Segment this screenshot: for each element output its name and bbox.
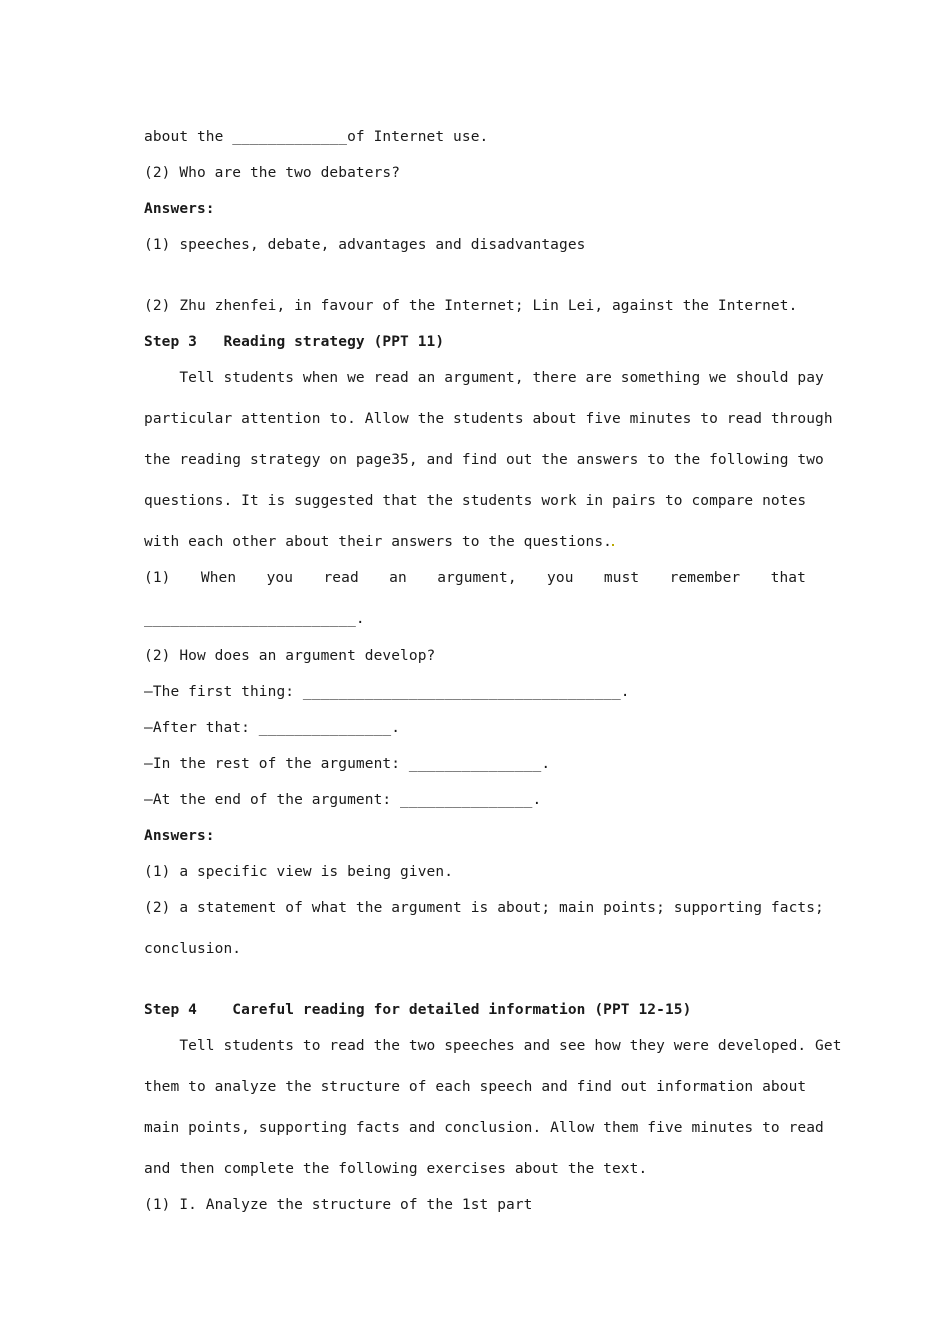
- first-thing-line: —The first thing: ____________________________________.: [144, 684, 630, 700]
- end-line: —At the end of the argument: _______________.: [144, 792, 542, 808]
- answer-2-2: (2) a statement of what the argument is about; main points; supporting facts;: [144, 900, 824, 916]
- step3-para-line-1: Tell students when we read an argument, there are something we should pay: [144, 370, 824, 386]
- step4-para-line-1: Tell students to read the two speeches and see how they were developed. Get: [144, 1038, 842, 1054]
- step4-para-line-2: them to analyze the structure of each speech and find out information about: [144, 1079, 807, 1095]
- question-2: (2) How does an argument develop?: [144, 648, 436, 664]
- question-1-line: (1) When you read an argument, you must remember that: [144, 570, 806, 586]
- step3-heading: Step 3 Reading strategy (PPT 11): [144, 334, 445, 350]
- exercise-line: (1) I. Analyze the structure of the 1st part: [144, 1197, 533, 1213]
- answers-heading: Answers:: [144, 201, 215, 217]
- answer-2: (2) Zhu zhenfei, in favour of the Internet; Lin Lei, against the Internet.: [144, 298, 798, 314]
- step4-para-line-4: and then complete the following exercises about the text.: [144, 1161, 648, 1177]
- step4-para-line-3: main points, supporting facts and conclusion. Allow them five minutes to read: [144, 1120, 824, 1136]
- answer-2-1: (1) a specific view is being given.: [144, 864, 454, 880]
- step3-para-line-2: particular attention to. Allow the students about five minutes to read through: [144, 411, 833, 427]
- line-q2: (2) Who are the two debaters?: [144, 165, 401, 181]
- line-q1-tail: about the _____________of Internet use.: [144, 129, 489, 145]
- step3-para-line-5: with each other about their answers to the questions.: [144, 534, 612, 550]
- step4-heading: Step 4 Careful reading for detailed information (PPT 12-15): [144, 1002, 692, 1018]
- annotation-mark: [612, 544, 614, 546]
- after-that-line: —After that: _______________.: [144, 720, 401, 736]
- question-1-blank: ________________________.: [144, 611, 365, 627]
- answers-heading-2: Answers:: [144, 828, 215, 844]
- step3-para-line-3: the reading strategy on page35, and find out the answers to the following two: [144, 452, 824, 468]
- step3-para-line-4: questions. It is suggested that the students work in pairs to compare notes: [144, 493, 807, 509]
- rest-line: —In the rest of the argument: _______________.: [144, 756, 551, 772]
- answer-2-2-cont: conclusion.: [144, 941, 242, 957]
- answer-1: (1) speeches, debate, advantages and disadvantages: [144, 237, 586, 253]
